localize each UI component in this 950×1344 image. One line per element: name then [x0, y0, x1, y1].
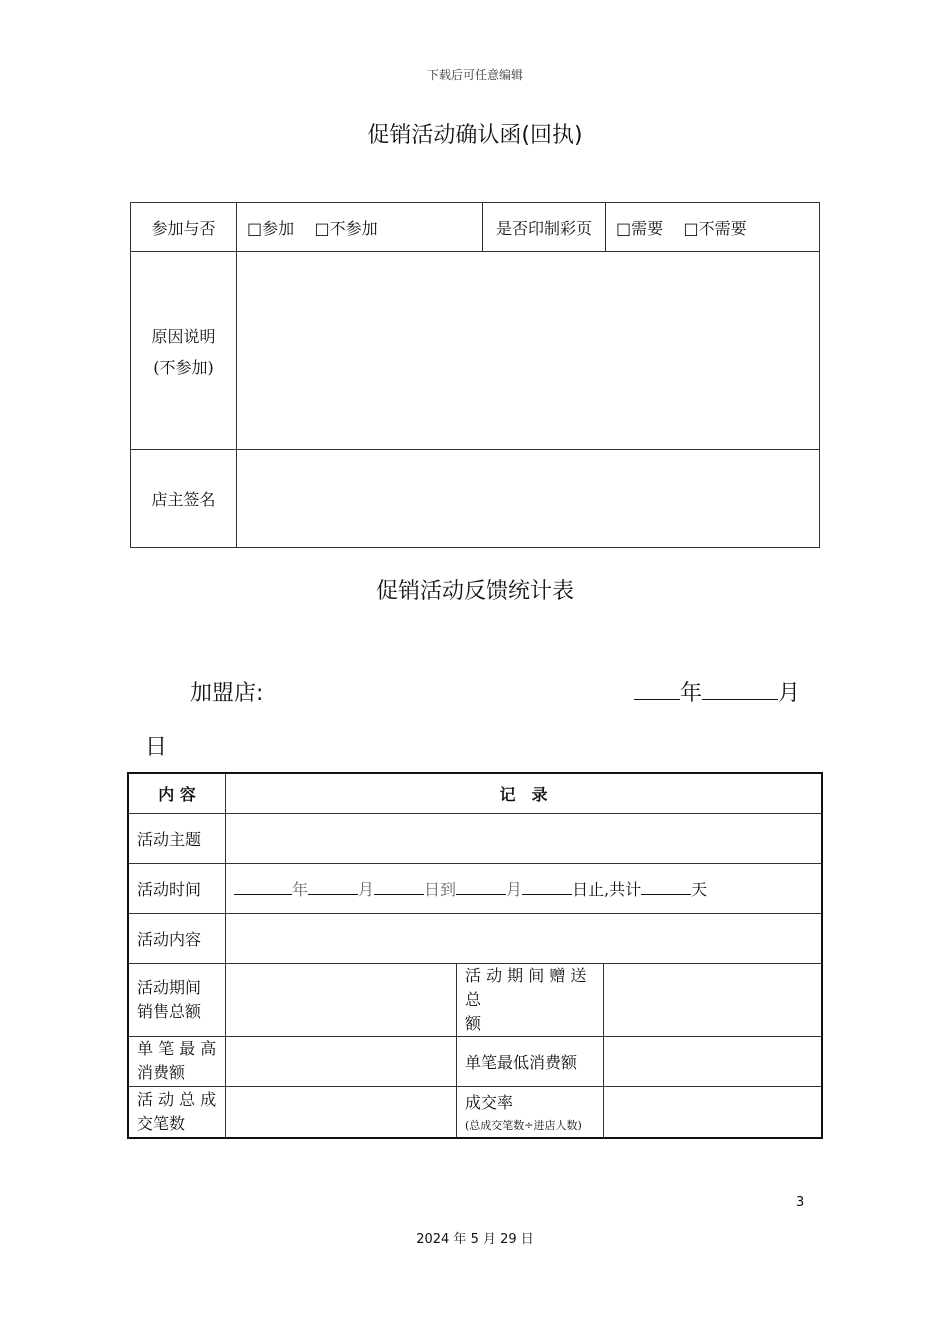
time-month-label: 月	[358, 879, 375, 899]
gift-total-field[interactable]	[604, 963, 823, 1036]
theme-field[interactable]	[226, 813, 823, 863]
print-options	[606, 203, 820, 252]
gift-total-label	[457, 963, 604, 1036]
join-checkbox[interactable]: □参加	[247, 218, 295, 238]
reason-label-line1: 原因说明	[151, 326, 216, 346]
gift-total-line1: 活 动 期 间 赠 送 总	[465, 965, 587, 1009]
content-label: 活动内容	[128, 913, 226, 963]
no-need-checkbox[interactable]: □不需要	[683, 218, 747, 238]
confirm-form-title: 促销活动确认函(回执)	[367, 123, 583, 148]
year-label: 年	[680, 681, 703, 706]
total-days-blank[interactable]	[641, 878, 691, 895]
footer-date: 2024 年 5 月 29 日	[416, 1232, 534, 1247]
conversion-label	[457, 1086, 604, 1138]
min-single-field[interactable]	[604, 1036, 823, 1086]
confirm-form-table	[130, 202, 820, 548]
feedback-form-title: 促销活动反馈统计表	[375, 579, 574, 604]
day-label: 日	[145, 735, 168, 760]
participate-options	[237, 203, 483, 252]
conversion-title: 成交率	[465, 1093, 514, 1113]
header-content: 内 容	[128, 773, 226, 813]
month-label: 月	[778, 681, 801, 706]
gift-total-line2: 额	[465, 1013, 482, 1033]
start-month-blank[interactable]	[308, 878, 358, 895]
time-days-label: 天	[691, 879, 708, 899]
page-number: 3	[796, 1195, 805, 1210]
time-day-to-label: 日到	[424, 879, 457, 899]
need-checkbox[interactable]: □需要	[616, 218, 664, 238]
sales-total-label	[128, 963, 226, 1036]
participate-label: 参加与否	[131, 203, 237, 252]
time-field[interactable]	[226, 863, 823, 913]
max-single-line1: 单 笔 最 高	[137, 1039, 217, 1058]
month-blank[interactable]	[702, 677, 778, 700]
reason-label-line2: (不参加)	[153, 357, 214, 377]
sales-total-line1: 活动期间	[137, 977, 202, 997]
time-label: 活动时间	[128, 863, 226, 913]
max-single-field[interactable]	[226, 1036, 457, 1086]
deals-line1: 活 动 总 成	[137, 1089, 217, 1109]
reason-label	[131, 252, 237, 450]
time-year-label: 年	[292, 879, 309, 899]
max-single-line2: 消费额	[137, 1063, 186, 1082]
print-label: 是否印制彩页	[483, 203, 606, 252]
header-note: 下载后可任意编辑	[426, 68, 523, 82]
time-month2-label: 月	[506, 879, 523, 899]
reason-field[interactable]	[237, 252, 820, 450]
end-month-blank[interactable]	[456, 878, 506, 895]
conversion-formula: (总成交笔数÷进店人数)	[465, 1119, 582, 1133]
max-single-label	[128, 1036, 226, 1086]
deals-label	[128, 1086, 226, 1138]
signature-label: 店主签名	[131, 450, 237, 548]
end-day-blank[interactable]	[522, 878, 572, 895]
header-record: 记 录	[226, 773, 823, 813]
min-single-label: 单笔最低消费额	[457, 1036, 604, 1086]
start-day-blank[interactable]	[374, 878, 424, 895]
date-line	[634, 676, 800, 707]
deals-field[interactable]	[226, 1086, 457, 1138]
year-blank[interactable]	[634, 677, 680, 700]
shop-label: 加盟店:	[190, 681, 264, 706]
sales-total-field[interactable]	[226, 963, 457, 1036]
signature-field[interactable]	[237, 450, 820, 548]
content-field[interactable]	[226, 913, 823, 963]
conversion-field[interactable]	[604, 1086, 823, 1138]
not-join-checkbox[interactable]: □不参加	[314, 218, 378, 238]
time-end-label: 日止,共计	[572, 879, 642, 899]
deals-line2: 交笔数	[137, 1113, 186, 1133]
feedback-table	[127, 772, 823, 1139]
sales-total-line2: 销售总额	[137, 1001, 202, 1021]
start-year-blank[interactable]	[234, 878, 292, 895]
theme-label: 活动主题	[128, 813, 226, 863]
